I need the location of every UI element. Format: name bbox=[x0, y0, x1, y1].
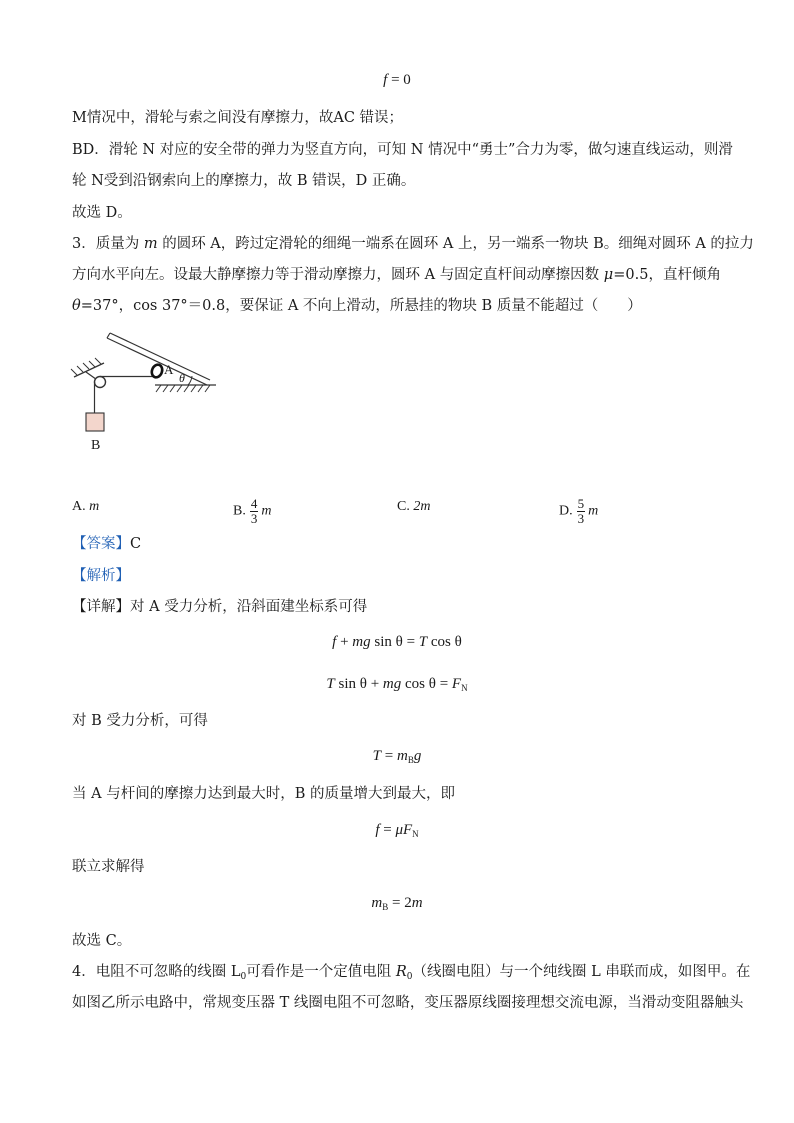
answer-value: C bbox=[130, 536, 142, 552]
ring-a bbox=[150, 363, 164, 379]
block-b bbox=[86, 413, 104, 431]
option-d: D. $\frac{5}{3}$ m bbox=[559, 496, 599, 526]
question-4-line-2: 如图乙所示电路中，常规变压器 T 线圈电阻不可忽略，变压器原线圈接理想交流电源，当滑动变阻器触头 bbox=[72, 995, 744, 1011]
paragraph-max-friction: 当 A 与杆间的摩擦力达到最大时，B 的质量增大到最大，即 bbox=[72, 786, 455, 802]
fraction-five-thirds: $\frac{5}{3}$ bbox=[577, 496, 585, 526]
pulley bbox=[95, 377, 106, 388]
ceiling-line bbox=[74, 363, 104, 377]
rod-upper-edge bbox=[110, 333, 210, 380]
question-3-line-3: θ=37°，cos 37°＝0.8，要保证 A 不向上滑动，所悬挂的物块 B 质量不能超过（ ） bbox=[72, 298, 642, 314]
equation-f-zero: f = 0 bbox=[383, 72, 411, 88]
paragraph-bd-line-1: BD．滑轮 N 对应的安全带的弹力为竖直方向，可知 N 情况中“勇士”合力为零，做匀速直线运动，则滑 bbox=[72, 142, 733, 158]
paragraph-choose-d: 故选 D。 bbox=[72, 205, 132, 221]
ground-hatch bbox=[156, 385, 210, 392]
equation-1: f + mg sin θ = T cos θ bbox=[332, 634, 462, 650]
equation-5: $m_B = 2m$ bbox=[371, 895, 423, 912]
label-theta: θ bbox=[179, 371, 185, 385]
answer-line bbox=[72, 534, 141, 554]
answer-tag: 【答案】 bbox=[72, 536, 130, 552]
label-a: A bbox=[164, 362, 174, 377]
question-3-line-2: 方向水平向左。设最大静摩擦力等于滑动摩擦力，圆环 A 与固定直杆间动摩擦因数 μ=0.5，直杆倾角 bbox=[72, 267, 721, 283]
paragraph-b-analysis: 对 B 受力分析，可得 bbox=[72, 713, 208, 729]
option-a: A. m bbox=[72, 499, 100, 514]
detail-line: 【详解】对 A 受力分析，沿斜面建坐标系可得 bbox=[72, 599, 368, 615]
pulley-ring-diagram bbox=[60, 325, 230, 480]
analysis-tag: 【解析】 bbox=[72, 568, 130, 584]
equation-2: T sin θ + mg $\cos \theta = F_N$ bbox=[326, 676, 468, 693]
paragraph-bd-line-2: 轮 N受到沿钢索向上的摩擦力，故 B 错误，D 正确。 bbox=[72, 173, 416, 189]
label-b: B bbox=[91, 438, 101, 453]
question-4-line-1: 4．电阻不可忽略的线圈 $L_0$可看作是一个定值电阻 $R_0$（线圈电阻）与一个纯线圈 L 串联而成，如图甲。在 bbox=[72, 964, 751, 982]
option-b: B. $\frac{4}{3}$ m bbox=[233, 496, 272, 526]
question-3-line-1: 3．质量为 m 的圆环 A，跨过定滑轮的细绳一端系在圆环 A 上，另一端系一物块 B。细绳对圆环 A 的拉力 bbox=[72, 236, 754, 252]
paragraph-choose-c: 故选 C。 bbox=[72, 933, 132, 949]
detail-tag: 【详解】 bbox=[72, 599, 130, 615]
fraction-four-thirds: $\frac{4}{3}$ bbox=[250, 496, 258, 526]
rod-top-cap bbox=[107, 333, 110, 338]
equation-3: $T = m_Bg$ bbox=[372, 748, 422, 765]
paragraph-m-case: M情况中，滑轮与索之间没有摩擦力，故AC 错误； bbox=[72, 110, 404, 126]
option-c: C. 2m bbox=[397, 499, 431, 514]
equation-4: $f = \mu F_N$ bbox=[375, 822, 419, 839]
paragraph-solve: 联立求解得 bbox=[72, 859, 145, 875]
